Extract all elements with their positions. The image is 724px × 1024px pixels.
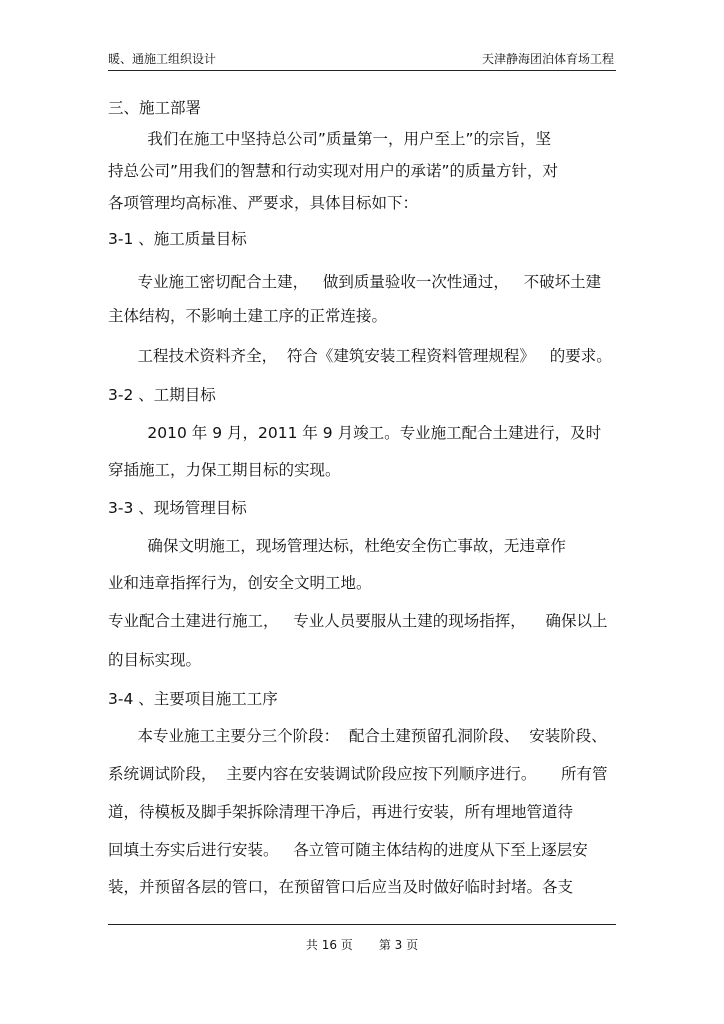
header-project-name: 天津静海团泊体育场工程	[481, 52, 614, 66]
header-document-title: 暖、通施工组织设计	[108, 52, 217, 66]
paragraph-line: 持总公司”用我们的智慧和行动实现对用户的承诺”的质量方针，对	[108, 162, 559, 180]
header-divider	[108, 70, 616, 71]
page-footer	[0, 937, 724, 953]
paragraph-line: 2010 年 9 月，2011 年 9 月竣工。专业施工配合土建进行，及时	[108, 424, 602, 442]
paragraph-line: 各项管理均高标准、严要求，具体目标如下：	[108, 194, 419, 212]
paragraph-line: 道，待模板及脚手架拆除清理干净后，再进行安装，所有埋地管道待	[108, 803, 574, 821]
subsection-heading-3-1: 3-1 、施工质量目标	[108, 230, 247, 248]
paragraph-line: 主体结构，不影响土建工序的正常连接。	[108, 307, 388, 325]
paragraph-line: 的目标实现。	[108, 651, 202, 669]
paragraph-line: 确保文明施工，现场管理达标，杜绝安全伤亡事故，无违章作	[108, 537, 566, 555]
subsection-heading-3-3: 3-3 、现场管理目标	[108, 499, 247, 517]
paragraph-line: 本专业施工主要分三个阶段： 配合土建预留孔洞阶段、 安装阶段、	[108, 727, 607, 745]
paragraph-line: 专业配合土建进行施工， 专业人员要服从土建的现场指挥， 确保以上	[108, 612, 608, 630]
subsection-heading-3-4: 3-4 、主要项目施工工序	[108, 690, 278, 708]
current-page: 第 3 页	[378, 938, 419, 952]
paragraph-line: 装，并预留各层的管口，在预留管口后应当及时做好临时封堵。各支	[108, 878, 574, 896]
paragraph-line: 回填土夯实后进行安装。 各立管可随主体结构的进度从下至上逐层安	[108, 841, 588, 859]
footer-divider	[108, 924, 616, 925]
paragraph-line: 专业施工密切配合土建， 做到质量验收一次性通过， 不破坏土建	[108, 273, 602, 291]
paragraph-line: 工程技术资料齐全， 符合《建筑安装工程资料管理规程》 的要求。	[108, 347, 612, 365]
section-heading-3: 三、施工部署	[108, 99, 202, 117]
paragraph-line: 穿插施工，力保工期目标的实现。	[108, 461, 341, 479]
paragraph-line: 业和违章指挥行为，创安全文明工地。	[108, 574, 372, 592]
total-pages: 共 16 页	[305, 938, 353, 952]
paragraph-line: 我们在施工中坚持总公司”质量第一，用户至上”的宗旨，坚	[108, 130, 551, 148]
subsection-heading-3-2: 3-2 、工期目标	[108, 386, 216, 404]
paragraph-line: 系统调试阶段， 主要内容在安装调试阶段应按下列顺序进行。 所有管	[108, 765, 608, 783]
